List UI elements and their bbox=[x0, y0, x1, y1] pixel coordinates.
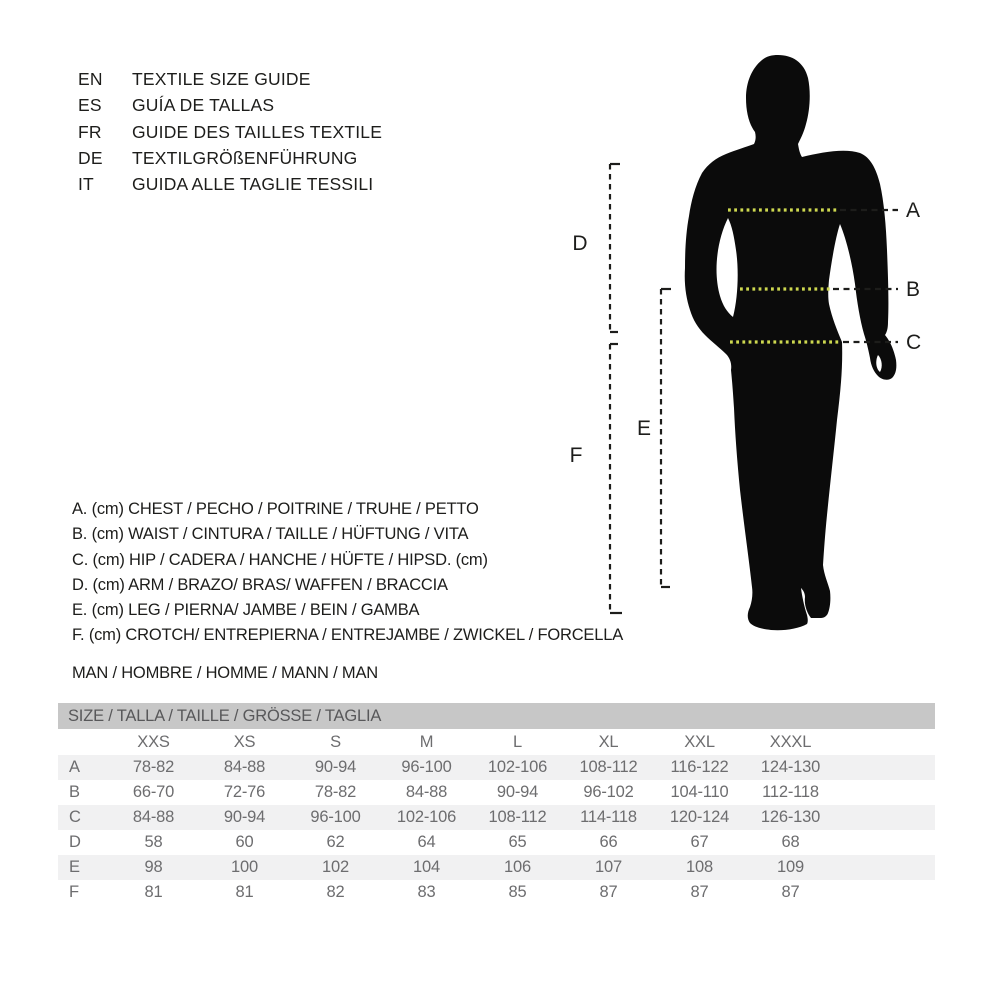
row-label: B bbox=[69, 783, 80, 801]
cell: 100 bbox=[231, 858, 258, 876]
row-label: C bbox=[69, 808, 81, 826]
legend-line-chest: A. (cm) CHEST / PECHO / POITRINE / TRUHE / PETTO bbox=[72, 500, 479, 518]
language-list bbox=[78, 66, 382, 197]
cell: 87 bbox=[781, 883, 800, 901]
language-title: TEXTILGRÖßENFÜHRUNG bbox=[132, 147, 358, 168]
cell: 81 bbox=[235, 883, 254, 901]
cell: 108 bbox=[686, 858, 713, 876]
label-hip: C bbox=[906, 331, 922, 354]
cell: 120-124 bbox=[669, 808, 730, 826]
language-code: IT bbox=[78, 174, 94, 195]
cell: 78-82 bbox=[132, 758, 175, 776]
cell: 78-82 bbox=[314, 783, 357, 801]
cell: 64 bbox=[417, 833, 436, 851]
cell: 104 bbox=[413, 858, 440, 876]
cell: 102 bbox=[322, 858, 349, 876]
legend-line-hip: C. (cm) HIP / CADERA / HANCHE / HÜFTE / HIPSD. (cm) bbox=[72, 550, 488, 569]
legend-line-leg: E. (cm) LEG / PIERNA/ JAMBE / BEIN / GAMBA bbox=[72, 601, 420, 620]
legend-line-crotch: F. (cm) CROTCH/ ENTREPIERNA / ENTREJAMBE / ZWICKEL / FORCELLA bbox=[72, 626, 623, 645]
label-crotch: F bbox=[569, 444, 583, 467]
row-label: F bbox=[69, 883, 79, 901]
language-row bbox=[78, 145, 382, 171]
row-label: D bbox=[69, 833, 81, 851]
label-chest: A bbox=[906, 199, 921, 222]
filler-cell bbox=[836, 880, 935, 905]
language-code: EN bbox=[78, 69, 103, 89]
cell: 124-130 bbox=[760, 758, 821, 776]
language-code: ES bbox=[78, 95, 102, 116]
cell: 104-110 bbox=[670, 783, 729, 801]
cell: 87 bbox=[599, 883, 618, 901]
table-row-chest bbox=[58, 755, 935, 780]
language-title: GUÍA DE TALLAS bbox=[132, 95, 275, 116]
cell: 66 bbox=[599, 833, 618, 851]
filler-cell bbox=[836, 780, 935, 805]
size-col-xl: XL bbox=[598, 732, 619, 751]
cell: 90-94 bbox=[223, 808, 266, 826]
cell: 102-106 bbox=[396, 808, 457, 826]
cell: 62 bbox=[326, 833, 345, 851]
cell: 67 bbox=[690, 833, 709, 851]
filler-cell bbox=[836, 755, 935, 780]
table-row-crotch bbox=[58, 880, 935, 905]
size-col-l: L bbox=[513, 732, 522, 751]
cell: 90-94 bbox=[314, 758, 357, 776]
cell: 96-102 bbox=[583, 783, 634, 801]
cell: 66-70 bbox=[132, 783, 175, 801]
language-row bbox=[78, 171, 382, 197]
size-table bbox=[58, 703, 935, 905]
cell: 96-100 bbox=[310, 808, 361, 826]
table-row-arm bbox=[58, 830, 935, 855]
cell: 85 bbox=[508, 883, 527, 901]
table-row-leg bbox=[58, 855, 935, 880]
cell: 116-122 bbox=[670, 758, 729, 776]
cell: 90-94 bbox=[496, 783, 539, 801]
cell: 72-76 bbox=[223, 783, 266, 801]
filler-cell bbox=[836, 855, 935, 880]
cell: 108-112 bbox=[579, 758, 638, 776]
cell: 60 bbox=[235, 833, 254, 851]
cell: 58 bbox=[144, 833, 163, 851]
size-col-xxs: XXS bbox=[137, 732, 170, 751]
cell: 106 bbox=[504, 858, 531, 876]
cell: 102-106 bbox=[487, 758, 548, 776]
label-arm: D bbox=[572, 232, 588, 255]
table-row-waist bbox=[58, 780, 935, 805]
row-label: E bbox=[69, 858, 80, 876]
cell: 65 bbox=[508, 833, 527, 851]
legend-line-waist: B. (cm) WAIST / CINTURA / TAILLE / HÜFTUNG / VITA bbox=[72, 525, 469, 544]
cell: 96-100 bbox=[401, 758, 452, 776]
cell: 82 bbox=[326, 883, 345, 901]
table-header-row bbox=[58, 703, 935, 729]
label-leg: E bbox=[636, 417, 652, 440]
language-code: FR bbox=[78, 121, 102, 142]
cell: 109 bbox=[777, 858, 804, 876]
table-title: SIZE / TALLA / TAILLE / GRÖSSE / TAGLIA bbox=[58, 703, 935, 729]
size-col-xs: XS bbox=[233, 732, 256, 751]
cell: 68 bbox=[781, 833, 800, 851]
language-title: GUIDE DES TAILLES TEXTILE bbox=[132, 121, 383, 142]
cell: 84-88 bbox=[132, 808, 175, 826]
cell: 112-118 bbox=[762, 783, 819, 801]
table-row-hip bbox=[58, 805, 935, 830]
cell: 84-88 bbox=[223, 758, 266, 776]
language-row bbox=[78, 92, 382, 118]
cell: 83 bbox=[417, 883, 436, 901]
language-row bbox=[78, 119, 382, 145]
measurement-legend bbox=[72, 497, 623, 649]
language-row bbox=[78, 66, 382, 92]
cell: 98 bbox=[144, 858, 163, 876]
cell: 126-130 bbox=[760, 808, 821, 826]
cell: 84-88 bbox=[405, 783, 448, 801]
cell: 114-118 bbox=[580, 808, 637, 826]
size-header-row bbox=[58, 729, 935, 755]
corner-cell bbox=[58, 729, 108, 755]
filler-cell bbox=[836, 830, 935, 855]
row-label: A bbox=[69, 758, 80, 776]
filler-cell bbox=[836, 805, 935, 830]
language-title: GUIDA ALLE TAGLIE TESSILI bbox=[132, 174, 374, 195]
filler-cell bbox=[836, 729, 935, 755]
gender-label: MAN / HOMBRE / HOMME / MANN / MAN bbox=[72, 664, 378, 682]
label-waist: B bbox=[906, 278, 921, 301]
cell: 87 bbox=[690, 883, 709, 901]
language-title: TEXTILE SIZE GUIDE bbox=[132, 69, 311, 89]
language-code: DE bbox=[78, 147, 103, 168]
size-col-s: S bbox=[330, 732, 341, 751]
size-col-xxxl: XXXL bbox=[769, 732, 812, 751]
cell: 107 bbox=[595, 858, 622, 876]
cell: 81 bbox=[144, 883, 163, 901]
cell: 108-112 bbox=[488, 808, 547, 826]
legend-line-arm: D. (cm) ARM / BRAZO/ BRAS/ WAFFEN / BRACCIA bbox=[72, 575, 448, 594]
size-col-m: M bbox=[419, 732, 434, 751]
size-col-xxl: XXL bbox=[684, 732, 715, 751]
